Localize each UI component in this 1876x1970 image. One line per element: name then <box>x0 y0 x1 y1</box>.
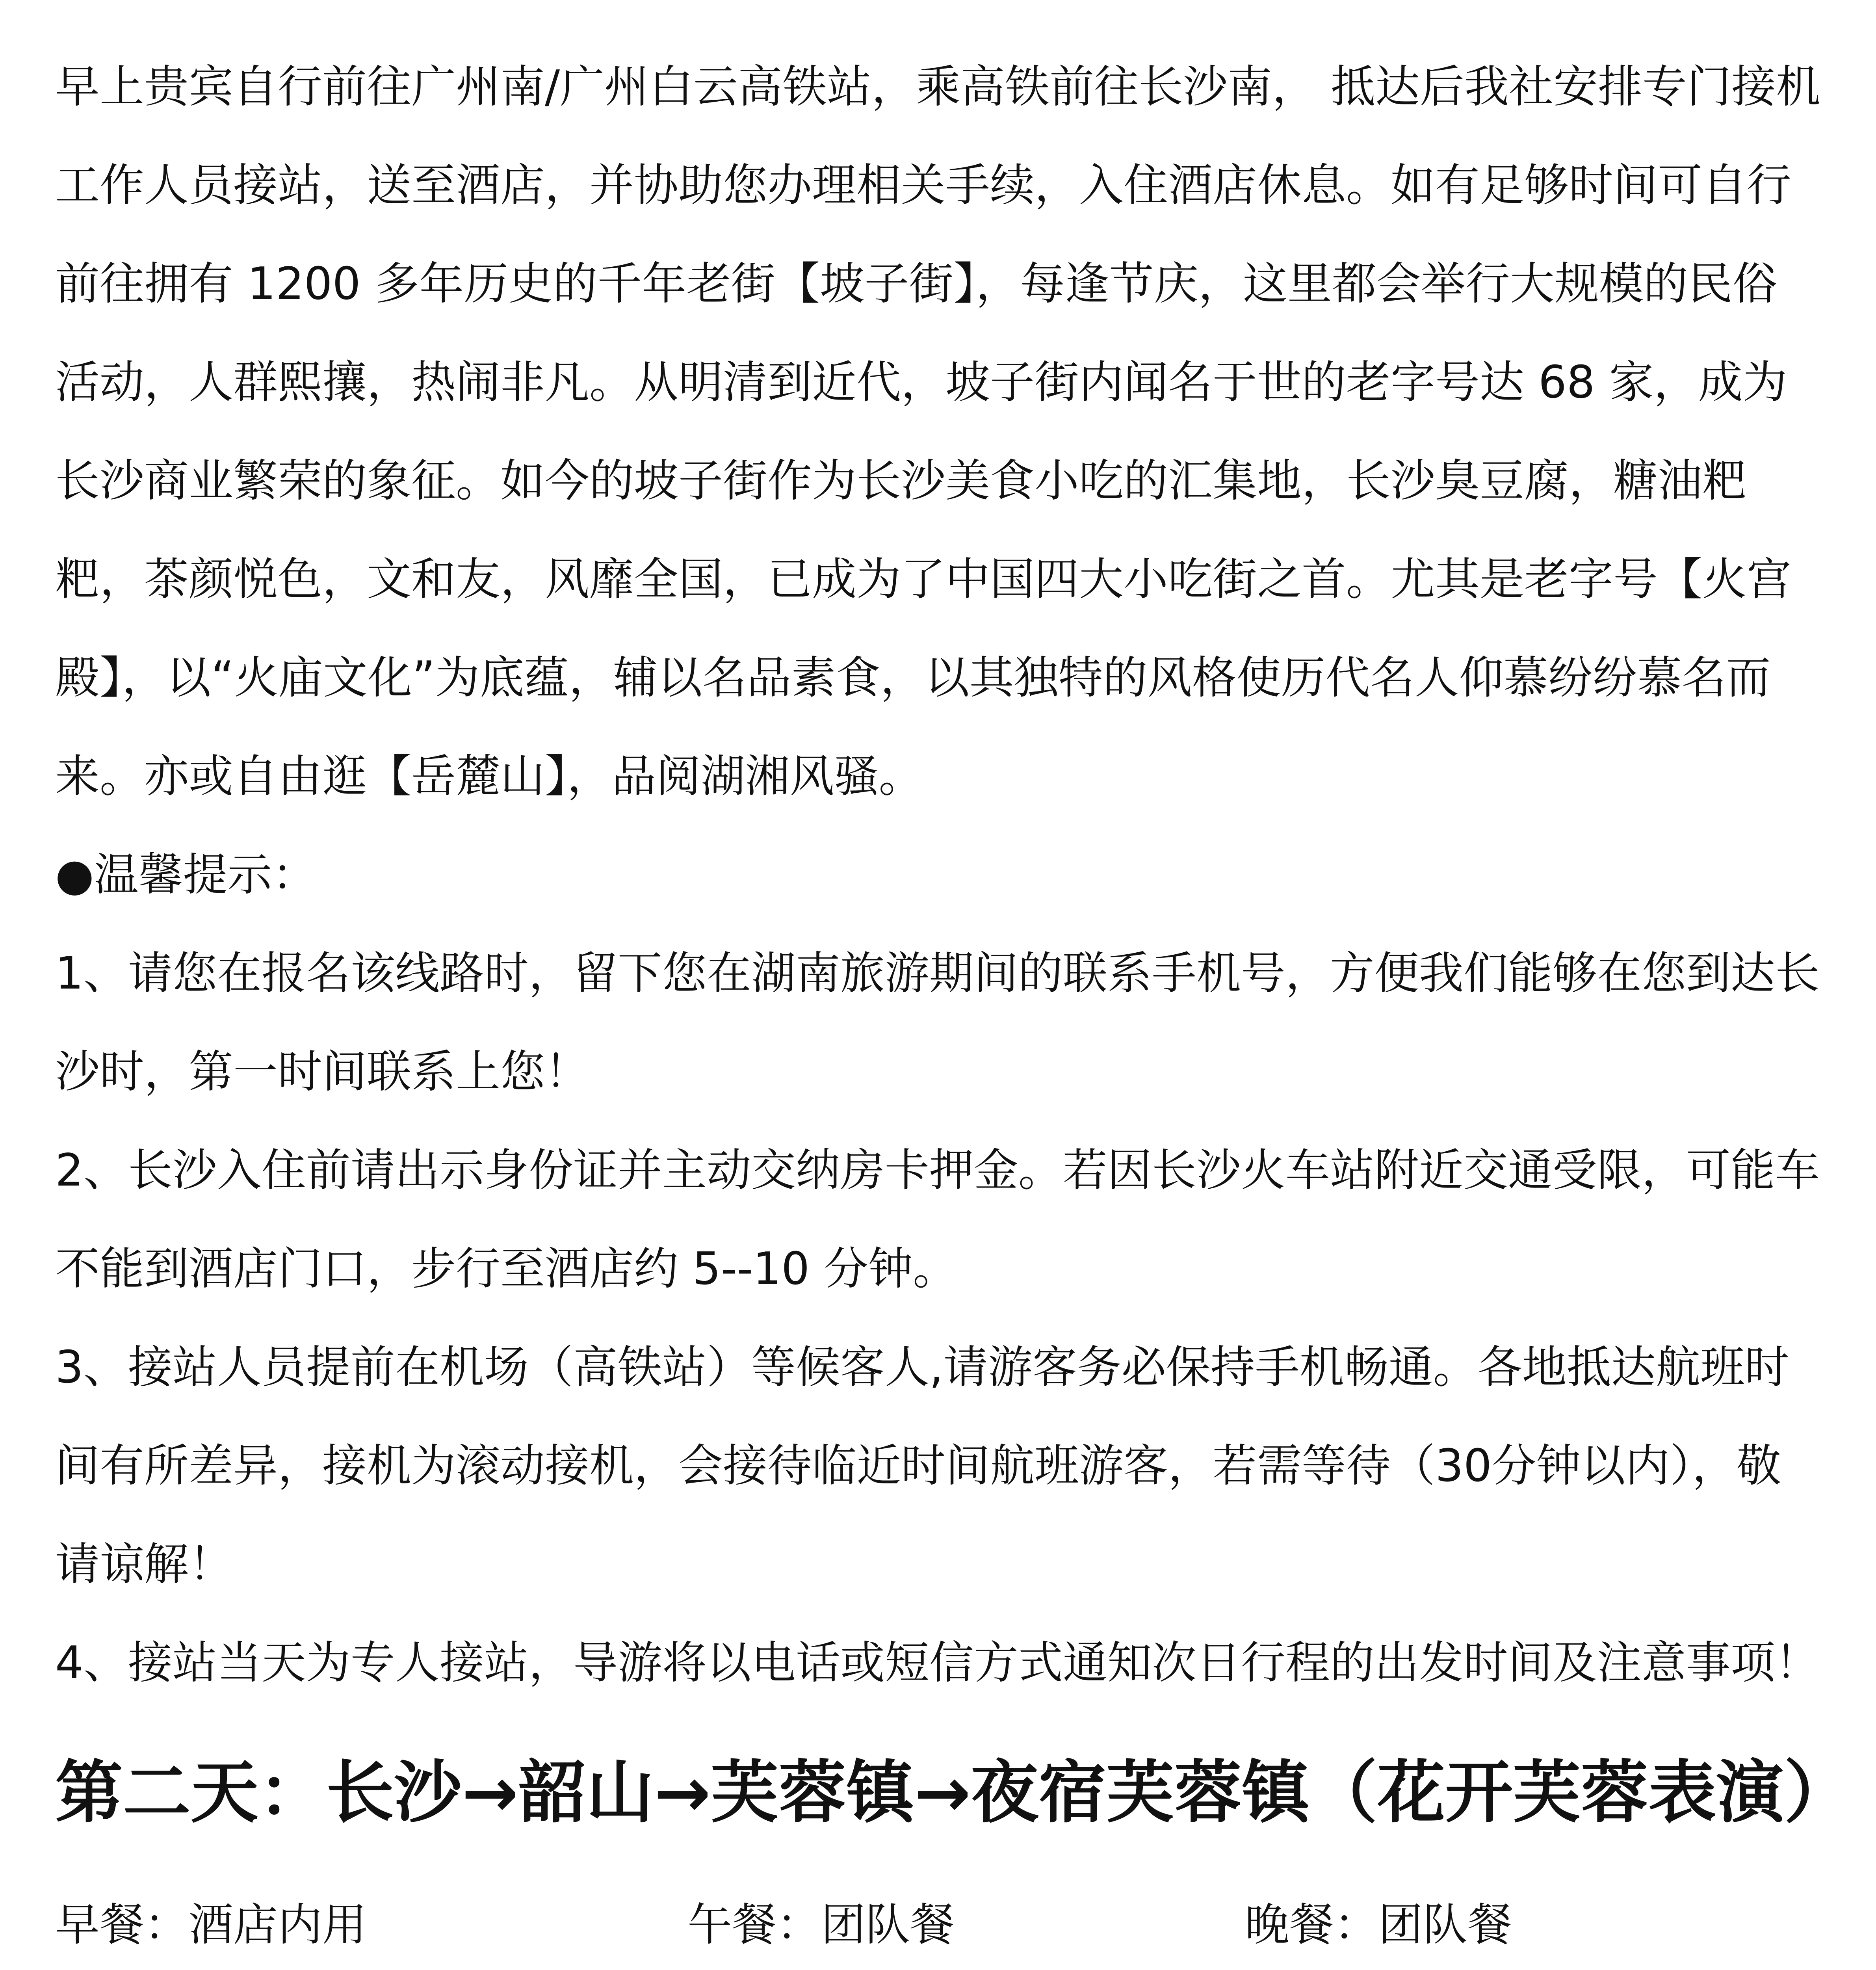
meals-row <box>55 1866 1821 1970</box>
tips-heading: ●温馨提示： <box>55 849 317 901</box>
tip-item-2: 2、长沙入住前请出示身份证并主动交纳房卡押金。若因长沙火车站附近交通受限，可能车不能到酒店门口，步行至酒店约 5--10 分钟。 <box>55 1144 1820 1295</box>
day2-title: 第二天：长沙→韶山→芙蓉镇→夜宿芙蓉镇（花开芙蓉表演） <box>55 1753 1852 1832</box>
dinner-info: 晚餐：团队餐 <box>1245 1899 1512 1951</box>
tip-item-1: 1、请您在报名该线路时，留下您在湖南旅游期间的联系手机号，方便我们能够在您到达长沙时，第一时间联系上您！ <box>55 947 1820 1098</box>
breakfast-info: 早餐：酒店内用 <box>55 1899 367 1951</box>
intro-paragraph: 早上贵宾自行前往广州南/广州白云高铁站，乘高铁前往长沙南， 抵达后我社安排专门接机工作人员接站，送至酒店，并协助您办理相关手续，入住酒店休息。如有足够时间可自行前往拥有 1200 多年历史的千年老街【坡子街】，每逢节庆，这里都会举行大规模的民俗活动，人群熙攘，热闹非凡。从明清到近代，坡子街内闻名于世的老字号达 68 家，成为长沙商业繁荣的象征。如今的坡子街作为长沙美食小吃的汇集地，长沙臭豆腐，糖油粑粑，茶颜悦色，文和友，风靡全国，已成为了中国四大小吃街之首。尤其是老字号【火宫殿】，以“火庙文化”为底蕴，辅以名品素食，以其独特的风格使历代名人仰慕纷纷慕名而来。亦或自由逛【岳麓山】，品阅湖湘风骚。 <box>55 61 1820 802</box>
tip-item-4: 4、接站当天为专人接站，导游将以电话或短信方式通知次日行程的出发时间及注意事项！ <box>55 1637 1820 1689</box>
tip-item-3: 3、接站人员提前在机场（高铁站）等候客人,请游客务必保持手机畅通。各地抵达航班时间有所差异，接机为滚动接机，会接待临近时间航班游客，若需等待（30分钟以内），敬请谅解！ <box>55 1341 1789 1590</box>
lunch-info: 午餐：团队餐 <box>687 1899 955 1951</box>
